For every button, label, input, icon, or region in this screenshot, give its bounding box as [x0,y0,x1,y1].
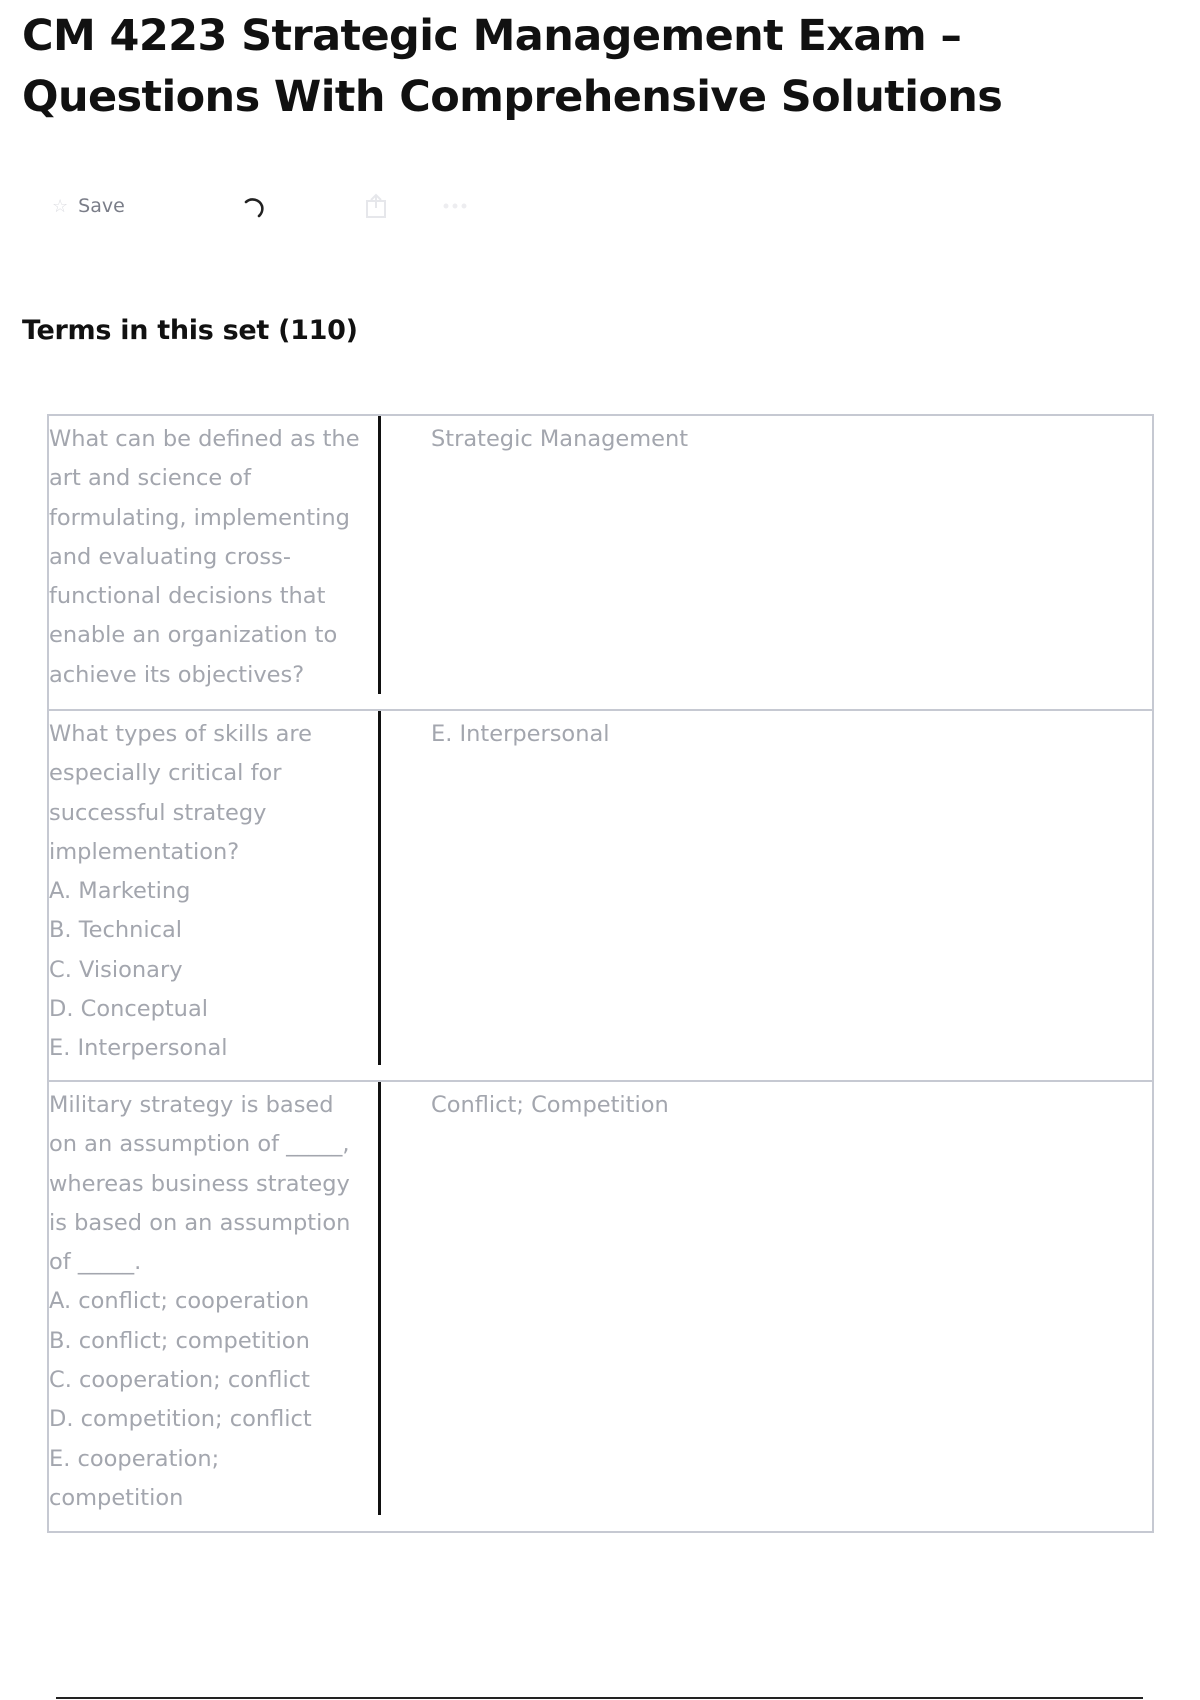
more-options-button[interactable] [438,194,472,218]
loading-spinner-icon [240,194,268,222]
terms-heading: Terms in this set (110) [22,315,358,346]
share-icon [362,192,390,220]
term-line: successful strategy [49,799,267,826]
column-divider [378,416,381,694]
term-line: C. cooperation; conflict [49,1367,310,1394]
term-line: whereas business strategy [49,1170,350,1197]
more-options-icon [438,194,472,218]
definition-text: Conflict; Competition [431,1092,669,1118]
bottom-divider [56,1697,1143,1699]
term-line: D. competition; conflict [49,1406,312,1433]
term-line: D. Conceptual [49,996,208,1023]
term-row [47,414,1154,711]
term-line: and evaluating cross- [49,543,291,570]
term-row [47,709,1154,1082]
share-button[interactable] [362,192,390,220]
term-line: C. Visionary [49,956,183,983]
term-line: A. conflict; cooperation [49,1288,310,1315]
term-line: Military strategy is based [49,1092,334,1118]
definition-text: E. Interpersonal [431,721,610,747]
term-row [47,1080,1154,1533]
term-line: competition [49,1484,184,1511]
term-line: A. Marketing [49,878,191,905]
term-line: enable an organization to [49,622,338,649]
term-line: on an assumption of _____, [49,1131,350,1158]
term-line: is based on an assumption [49,1209,351,1236]
term-line: especially critical for [49,760,282,787]
terms-table [47,414,1154,1533]
term-text [49,420,369,695]
term-line: achieve its objectives? [49,661,305,688]
term-line: implementation? [49,838,240,865]
term-line: functional decisions that [49,583,326,610]
page-title: CM 4223 Strategic Management Exam – Questions With Comprehensive Solutions [22,11,1003,122]
term-line: What can be defined as the [49,426,360,452]
save-button[interactable] [52,190,125,222]
definition-text: Strategic Management [431,426,689,452]
term-line: E. Interpersonal [49,1035,228,1062]
term-line: formulating, implementing [49,504,350,531]
set-toolbar [50,190,500,222]
term-line: B. conflict; competition [49,1327,310,1354]
term-line: What types of skills are [49,721,313,747]
term-line: E. cooperation; [49,1445,220,1472]
term-line: art and science of [49,465,251,492]
term-text [49,1086,369,1518]
save-label: Save [78,195,125,217]
star-outline-icon: ☆ [52,195,69,217]
term-line: B. Technical [49,917,183,944]
column-divider [378,1082,381,1515]
column-divider [378,711,381,1065]
term-line: of _____. [49,1249,142,1276]
term-text [49,715,369,1069]
